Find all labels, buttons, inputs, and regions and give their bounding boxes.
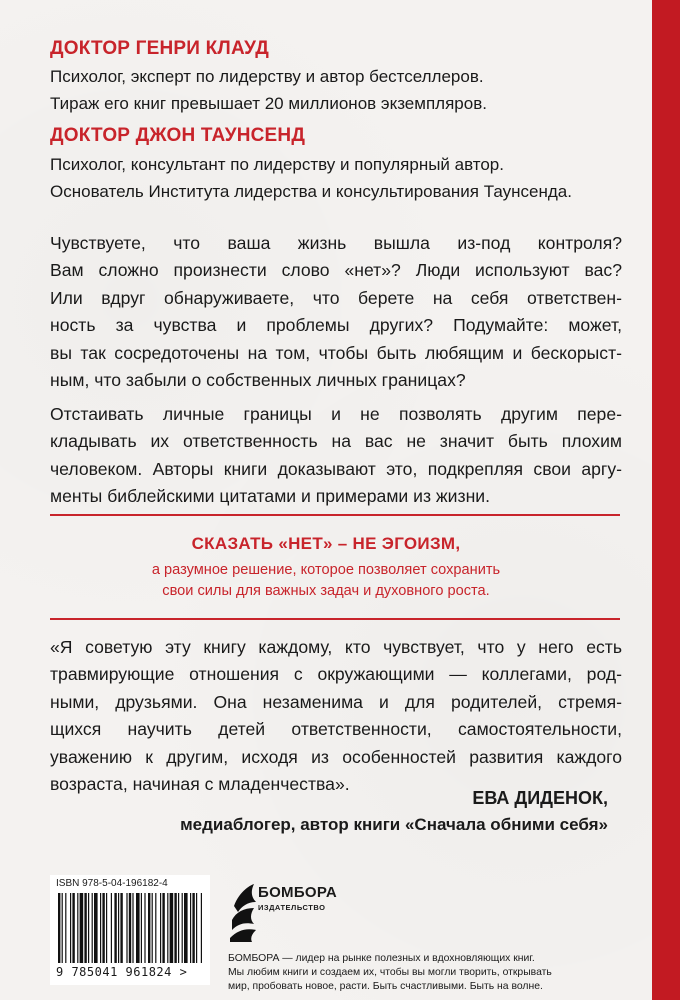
barcode-bar xyxy=(62,893,63,963)
barcode-bars xyxy=(56,893,204,965)
paragraph-line: ность за чувства и проблемы других? Подумайте: может, xyxy=(50,315,622,336)
barcode-bar xyxy=(132,893,133,963)
description-paragraph-2 xyxy=(50,401,622,511)
paragraph-line: кладывать их ответственность на вас не значит быть плохим xyxy=(50,431,622,452)
paragraph-line: ным, что забыли о собственных личных границах? xyxy=(50,370,466,391)
barcode-bar xyxy=(184,893,188,963)
barcode-bar xyxy=(170,893,174,963)
barcode-bar xyxy=(100,893,101,963)
barcode-bar xyxy=(144,893,145,963)
barcode-bar xyxy=(152,893,153,963)
barcode-bar xyxy=(118,893,119,963)
author-name-townsend: ДОКТОР ДЖОН ТАУНСЕНД xyxy=(50,125,306,146)
bio-line: Основатель Института лидерства и консультирования Таунсенда. xyxy=(50,182,572,201)
barcode-bar xyxy=(190,893,191,963)
paragraph-line: менты библейскими цитатами и примерами из жизни. xyxy=(50,486,491,507)
isbn-label: ISBN 978-5-04-196182-4 xyxy=(56,878,168,889)
quote-line: щихся научить детей ответственности, самостоятельности, xyxy=(50,719,622,740)
barcode-bar xyxy=(65,893,66,963)
testimonial-author-name: ЕВА ДИДЕНОК, xyxy=(472,788,608,808)
paragraph-line: Или вдруг обнаруживаете, что берете на себя ответствен- xyxy=(50,287,622,308)
barcode-bar xyxy=(201,893,202,963)
barcode-bar xyxy=(120,893,122,963)
publisher-name: БОМБОРА xyxy=(258,884,338,901)
quote-line: возраста, начиная с младенчества». xyxy=(50,774,350,795)
barcode-bar xyxy=(174,893,176,963)
barcode-bar xyxy=(72,893,74,963)
publisher-note-line: мир, пробовать новое, расти. Быть счастливыми. Быть на волне. xyxy=(228,981,543,992)
paragraph-line: Вам сложно произнести слово «нет»? Люди используют вас? xyxy=(50,260,622,281)
quote-line: травмирующие отношения с окружающими — коллегами, род- xyxy=(50,664,622,685)
barcode-bar xyxy=(162,893,164,963)
barcode-bar xyxy=(192,893,194,963)
publisher-note-line: БОМБОРА — лидер на рынке полезных и вдохновляющих книг. xyxy=(228,953,535,964)
barcode-bar xyxy=(155,893,156,963)
barcode-digits: 9 785041 961824 > xyxy=(56,965,188,979)
barcode-bar xyxy=(102,893,104,963)
barcode-bar xyxy=(167,893,168,963)
publisher-note-line: Мы любим книги и создаем их, чтобы вы могли творить, открывать xyxy=(228,967,552,978)
barcode-bar xyxy=(196,893,197,963)
testimonial-quote xyxy=(50,634,622,798)
description-paragraph-1 xyxy=(50,230,622,394)
barcode-bar xyxy=(70,893,71,963)
barcode-bar xyxy=(106,893,107,963)
quote-line: «Я советую эту книгу каждому, кто чувствует, что у него есть xyxy=(50,637,622,657)
barcode-bar xyxy=(77,893,78,963)
publisher-note xyxy=(228,952,628,994)
isbn-barcode xyxy=(50,875,210,985)
callout-body xyxy=(0,560,652,602)
testimonial-author-role: медиаблогер, автор книги «Сначала обними себя» xyxy=(180,815,608,834)
bio-line: Психолог, консультант по лидерству и популярный автор. xyxy=(50,155,504,174)
barcode-bar xyxy=(136,893,140,963)
callout-title: СКАЗАТЬ «НЕТ» – НЕ ЭГОИЗМ, xyxy=(191,534,461,553)
author-bio-townsend xyxy=(50,151,620,205)
top-divider-rule xyxy=(50,514,620,516)
barcode-bar xyxy=(182,893,183,963)
author-name-cloud: ДОКТОР ГЕНРИ КЛАУД xyxy=(50,38,269,59)
quote-line: уважению к другим, исходя из особенностей развития каждого xyxy=(50,746,622,767)
callout-line: свои силы для важных задач и духовного роста. xyxy=(162,583,490,599)
paragraph-line: Отстаивать личные границы и не позволять другим пере- xyxy=(50,404,622,424)
barcode-bar xyxy=(160,893,161,963)
bio-line: Тираж его книг превышает 20 миллионов экземпляров. xyxy=(50,94,487,113)
author-bio-cloud xyxy=(50,63,620,117)
paragraph-line: Чувствуете, что ваша жизнь вышла из-под контроля? xyxy=(50,233,622,253)
barcode-bar xyxy=(114,893,116,963)
barcode-bar xyxy=(178,893,179,963)
barcode-bar xyxy=(58,893,60,963)
publisher-subtitle: ИЗДАТЕЛЬСТВО xyxy=(258,903,326,912)
barcode-bar xyxy=(111,893,112,963)
barcode-bar xyxy=(126,893,127,963)
barcode-bar xyxy=(80,893,84,963)
bio-line: Психолог, эксперт по лидерству и автор бестселлеров. xyxy=(50,67,484,86)
barcode-bar xyxy=(84,893,86,963)
quote-line: ными, друзьями. Она незаменима и для родителей, стремя- xyxy=(50,691,622,712)
bottom-divider-rule xyxy=(50,618,620,620)
barcode-bar xyxy=(88,893,89,963)
barcode-bar xyxy=(92,893,93,963)
barcode-bar xyxy=(94,893,98,963)
barcode-bar xyxy=(141,893,142,963)
callout-line: а разумное решение, которое позволяет сохранить xyxy=(151,562,501,578)
barcode-bar xyxy=(129,893,131,963)
cover-spine-stripe xyxy=(652,0,680,1000)
paragraph-line: человеком. Авторы книги доказывают это, подкрепляя свои аргу- xyxy=(50,458,622,479)
paragraph-line: вы так сосредоточены на том, чтобы быть любящим и бескорыст- xyxy=(50,342,622,363)
barcode-bar xyxy=(148,893,150,963)
